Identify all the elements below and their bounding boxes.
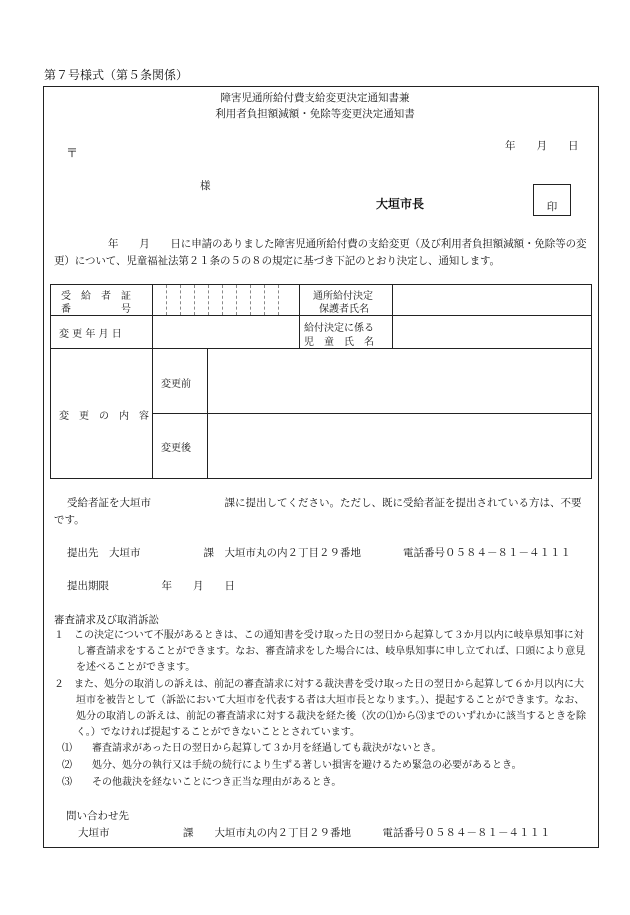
before-change-label: 変更前 — [161, 379, 191, 390]
after-change-label: 変更後 — [161, 443, 191, 454]
contact-line: 大垣市 課 大垣市丸の内２丁目２９番地 電話番号０５８４－８１－４１１１ — [78, 827, 551, 839]
appeal-sub-3: ⑶ その他裁決を経ないことにつき正当な理由があるとき。 — [62, 777, 342, 788]
recipient-number-label: 受 給 者 証 — [61, 291, 131, 302]
intro-paragraph: 年 月 日に申請のありました障害児通所給付費の支給変更（及び利用者負担額減額・免除等の変更）について、児童福祉法第２１条の５の８の規定に基づき下記のとおり決定し、通知します。 — [54, 238, 587, 267]
change-details-table — [50, 284, 592, 479]
contact-heading: 問い合わせ先 — [66, 810, 129, 822]
table-row-divider — [51, 315, 591, 316]
digit-separator — [208, 285, 209, 315]
table-col-divider — [299, 285, 300, 348]
table-col-divider — [392, 285, 393, 348]
submit-to-line: 提出先 大垣市 課 大垣市丸の内２丁目２９番地 電話番号０５８４－８１－４１１１ — [67, 547, 571, 559]
appeal-heading: 審査請求及び取消訴訟 — [54, 614, 159, 626]
table-row-divider — [153, 413, 591, 414]
document-title-line2: 利用者負担額減額・免除等変更決定通知書 — [215, 108, 415, 120]
table-col-divider — [152, 285, 153, 478]
digit-separator — [250, 285, 251, 315]
child-name-label: 給付決定に係る — [304, 323, 374, 334]
digit-separator — [278, 285, 279, 315]
change-content-label: 変 更 の 内 容 — [59, 411, 149, 422]
change-date-label: 変 更 年 月 日 — [59, 329, 122, 340]
guardian-name-label: 通所給付決定 — [313, 291, 373, 302]
table-col-divider — [207, 348, 208, 478]
issuer-name: 大垣市長 — [376, 197, 425, 211]
digit-separator — [180, 285, 181, 315]
appeal-item-2: ２ また、処分の取消しの訴えは、前記の審査請求に対する裁決書を受け取った日の翌日から起算して６か月以内に大垣市を被告として（訴訟において大垣市を代表する者は大垣市長となります。）、提起することができます。なお、処分の取消しの訴えは、前記の審査請求に対する裁決を経た後（次の⑴から⑶までのいずれかに該当するときを除く。）でなければ提起することができないこととされています。 — [54, 679, 586, 738]
appeal-sub-1: ⑴ 審査請求があった日の翌日から起算して３か月を経過しても裁決がないとき。 — [62, 743, 442, 754]
deadline-line: 提出期限 年 月 日 — [67, 580, 235, 592]
digit-separator — [222, 285, 223, 315]
postal-mark: 〒 — [66, 146, 79, 160]
appeal-item-1: １ この決定について不服があるときは、この通知書を受け取った日の翌日から起算して３か月以内に岐阜県知事に対し審査請求をすることができます。なお、審査請求をした場合には、岐阜県知事に申し立てれば、口頭により意見を述べることができます。 — [54, 630, 586, 673]
digit-separator — [236, 285, 237, 315]
submission-notice: 受給者証を大垣市 課に提出してください。ただし、既に受給者証を提出されている方は、不要です。 — [54, 497, 582, 526]
digit-separator — [194, 285, 195, 315]
form-number-label: 第７号様式（第５条関係） — [44, 68, 189, 82]
issue-date: 年 月 日 — [505, 140, 579, 152]
guardian-name-label-2: 保護者氏名 — [319, 304, 369, 315]
addressee-suffix: 様 — [200, 180, 211, 192]
seal-box: 印 — [533, 184, 571, 216]
recipient-number-label-2: 番 号 — [61, 304, 131, 315]
digit-separator — [264, 285, 265, 315]
document-title-line1: 障害児通所給付費支給変更決定通知書兼 — [220, 92, 410, 104]
child-name-label-2: 児 童 氏 名 — [304, 337, 374, 348]
digit-separator — [166, 285, 167, 315]
appeal-sub-2: ⑵ 処分、処分の執行又は手続の続行により生ずる著しい損害を避けるため緊急の必要があるとき。 — [62, 760, 522, 771]
table-row-divider — [51, 348, 591, 349]
